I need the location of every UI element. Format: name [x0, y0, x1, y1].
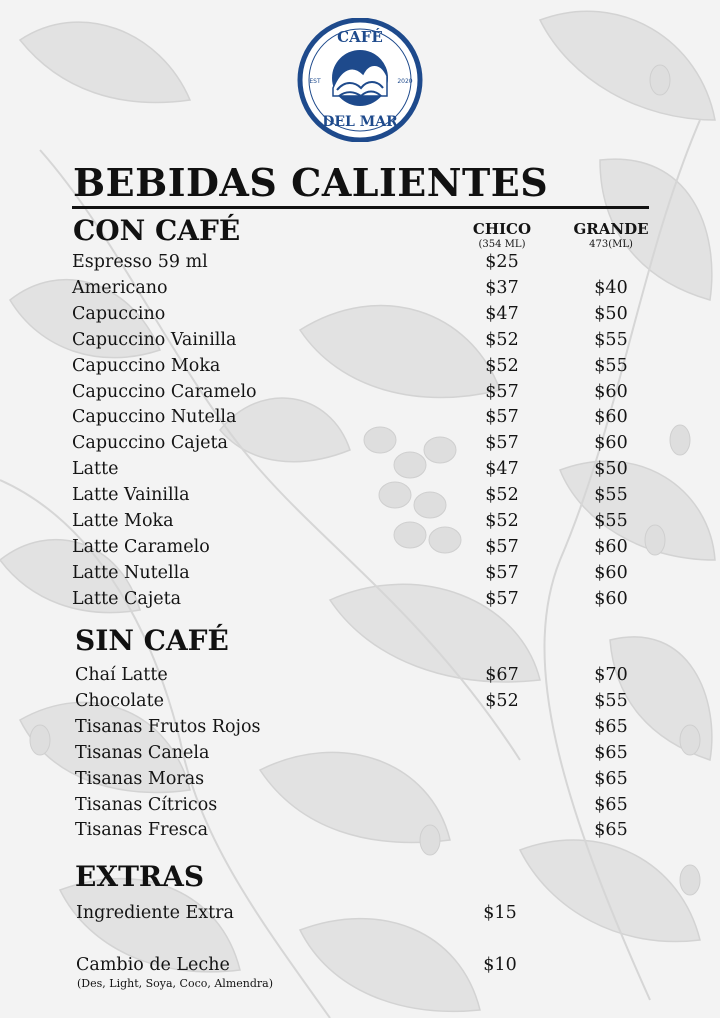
menu-item-price-grande: $60 [594, 536, 628, 557]
menu-item-price-chico: $52 [485, 511, 519, 531]
menu-item-price-grande: $50 [594, 303, 628, 324]
menu-item-price-grande: $65 [594, 742, 628, 763]
menu-item-price-grande: $55 [594, 355, 628, 376]
menu-item-price-grande: $60 [594, 588, 628, 609]
menu-item-price-chico: $57 [485, 433, 519, 454]
page-title: BEBIDAS CALIENTES [73, 160, 549, 205]
logo-year-text: 2020 [397, 78, 413, 85]
menu-item-name: Tisanas Cítricos [75, 794, 218, 815]
menu-item-name: Chaí Latte [75, 665, 168, 685]
section-title-extras: EXTRAS [75, 860, 205, 893]
title-divider [72, 206, 649, 209]
column-label-chico: CHICO [472, 220, 532, 238]
menu-item-name: Latte Caramelo [72, 536, 210, 557]
menu-item-name: Latte Cajeta [72, 588, 182, 609]
logo-est-text: EST [309, 78, 321, 85]
menu-item-price-grande: $55 [594, 511, 628, 531]
menu-item-name: Cambio de Leche [76, 955, 230, 975]
menu-item-note: (Des, Light, Soya, Coco, Almendra) [77, 977, 273, 990]
menu-item-price-chico: $57 [485, 381, 519, 402]
column-size-grande: 473(ML) [589, 239, 633, 250]
menu-item-price-grande: $60 [594, 562, 628, 583]
menu-item-name: Ingrediente Extra [76, 903, 234, 923]
menu-item-name: Tisanas Fresca [75, 820, 209, 841]
menu-item-name: Capuccino Caramelo [72, 381, 257, 402]
menu-item-name: Capuccino Cajeta [72, 433, 228, 454]
menu-item-name: Tisanas Moras [75, 768, 205, 789]
menu-item-price-grande: $65 [594, 716, 628, 737]
menu-item-price: $15 [483, 903, 517, 923]
menu-item-price-grande: $55 [594, 485, 628, 506]
menu-item-name: Latte Nutella [72, 562, 190, 583]
menu-item-price-grande: $40 [594, 277, 628, 298]
menu-item-price-chico: $52 [485, 485, 519, 506]
logo-top-text: CAFÉ [337, 28, 383, 46]
menu-item-price-chico: $37 [485, 277, 519, 298]
menu-item-price-chico: $47 [485, 303, 519, 324]
menu-item-name: Capuccino Vainilla [72, 329, 237, 350]
menu-item-name: Tisanas Frutos Rojos [75, 716, 261, 737]
menu-item-name: Americano [72, 277, 168, 298]
menu-item-price-chico: $57 [485, 407, 519, 428]
menu-item-price-grande: $60 [594, 407, 628, 428]
menu-item-price-grande: $65 [594, 768, 628, 789]
menu-item-price-grande: $55 [594, 690, 628, 711]
menu-item-price-grande: $55 [594, 329, 628, 350]
menu-item-price-chico: $47 [485, 459, 519, 480]
menu-item-price-chico: $52 [485, 355, 519, 376]
menu-item-price-grande: $65 [594, 794, 628, 815]
logo-bottom-text: DEL MAR [322, 114, 398, 130]
menu-item-price-chico: $57 [485, 562, 519, 583]
section-title-sin-cafe: SIN CAFÉ [75, 624, 229, 657]
menu-item-price-grande: $60 [594, 381, 628, 402]
menu-item-price: $10 [483, 955, 517, 975]
cafe-del-mar-logo [293, 18, 427, 142]
menu-item-name: Latte [72, 459, 119, 480]
menu-item-price-chico: $52 [485, 690, 519, 711]
menu-item-name: Latte Moka [72, 511, 174, 531]
column-size-chico: (354 ML) [478, 239, 526, 250]
column-label-grande: GRANDE [573, 220, 649, 238]
column-header-chico [457, 220, 547, 250]
menu-item-price-chico: $57 [485, 588, 519, 609]
menu-item-price-chico: $52 [485, 329, 519, 350]
menu-item-name: Capuccino Moka [72, 355, 221, 376]
menu-item-name: Espresso 59 ml [72, 252, 208, 272]
menu-item-price-grande: $70 [594, 665, 628, 685]
menu-item-name: Capuccino Nutella [72, 407, 237, 428]
menu-item-price-chico: $25 [485, 252, 519, 272]
menu-item-name: Chocolate [75, 690, 164, 711]
column-header-grande [566, 220, 656, 250]
menu-item-price-grande: $65 [594, 820, 628, 841]
menu-item-price-grande: $60 [594, 433, 628, 454]
section-title-con-cafe: CON CAFÉ [73, 214, 241, 247]
menu-item-name: Tisanas Canela [75, 742, 210, 763]
menu-item-name: Latte Vainilla [72, 485, 190, 506]
menu-item-price-grande: $50 [594, 459, 628, 480]
menu-item-price-chico: $57 [485, 536, 519, 557]
menu-item-name: Capuccino [72, 303, 166, 324]
menu-item-price-chico: $67 [485, 665, 519, 685]
